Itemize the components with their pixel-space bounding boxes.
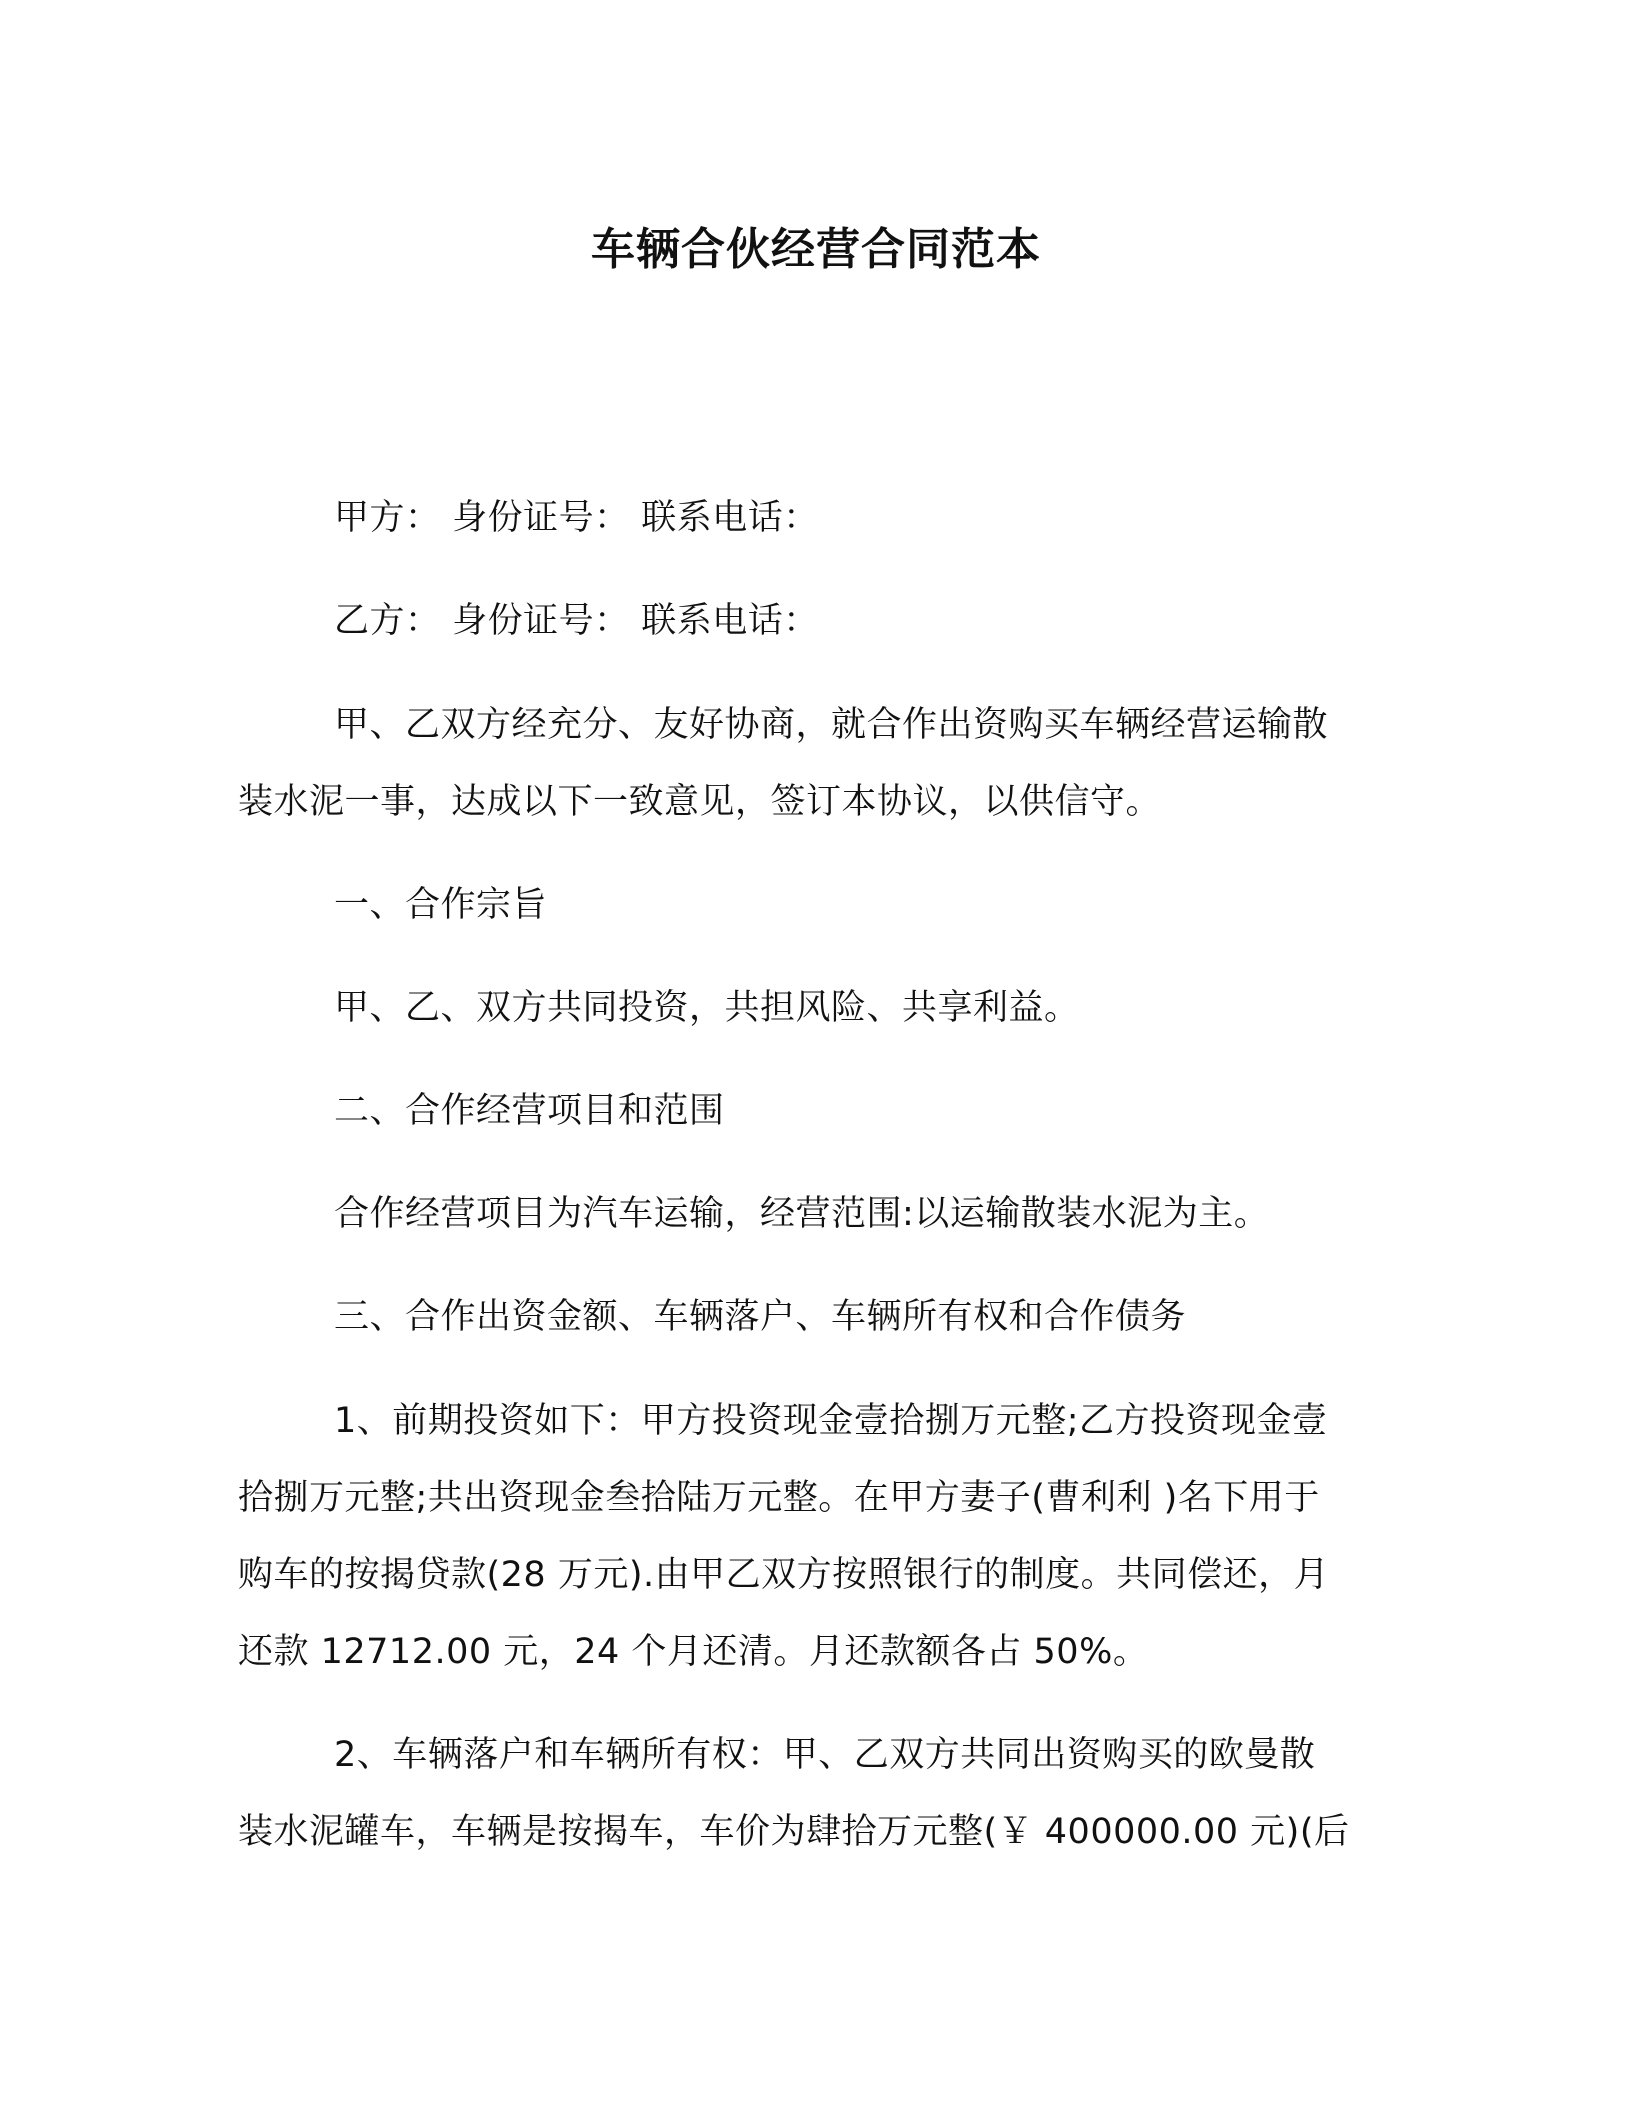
- section-1-body: 甲、乙、双方共同投资，共担风险、共享利益。: [334, 988, 1080, 1028]
- clause-1-line-3: 购车的按揭贷款(28 万元).由甲乙双方按照银行的制度。共同偿还，月: [238, 1555, 1330, 1595]
- section-1-heading: 一、合作宗旨: [334, 885, 548, 925]
- party-a-line: 甲方： 身份证号： 联系电话：: [334, 498, 819, 538]
- document-title: 车辆合伙经营合同范本: [591, 224, 1041, 275]
- section-2-heading: 二、合作经营项目和范围: [334, 1091, 725, 1131]
- clause-1-line-1: 1、前期投资如下：甲方投资现金壹拾捌万元整;乙方投资现金壹: [334, 1401, 1328, 1441]
- party-b-line: 乙方： 身份证号： 联系电话：: [334, 601, 819, 641]
- clause-2-line-1: 2、车辆落户和车辆所有权：甲、乙双方共同出资购买的欧曼散: [334, 1735, 1316, 1775]
- section-2-body: 合作经营项目为汽车运输，经营范围:以运输散装水泥为主。: [334, 1194, 1270, 1234]
- preamble-line-1: 甲、乙双方经充分、友好协商，就合作出资购买车辆经营运输散: [334, 705, 1329, 745]
- section-3-heading: 三、合作出资金额、车辆落户、车辆所有权和合作债务: [334, 1297, 1187, 1337]
- clause-2-line-2: 装水泥罐车，车辆是按揭车，车价为肆拾万元整(￥ 400000.00 元)(后: [238, 1812, 1350, 1852]
- clause-1-line-4: 还款 12712.00 元，24 个月还清。月还款额各占 50%。: [238, 1632, 1149, 1672]
- clause-1-line-2: 拾捌万元整;共出资现金叁拾陆万元整。在甲方妻子(曹利利 )名下用于: [238, 1478, 1320, 1518]
- preamble-line-2: 装水泥一事，达成以下一致意见，签订本协议，以供信守。: [238, 782, 1162, 822]
